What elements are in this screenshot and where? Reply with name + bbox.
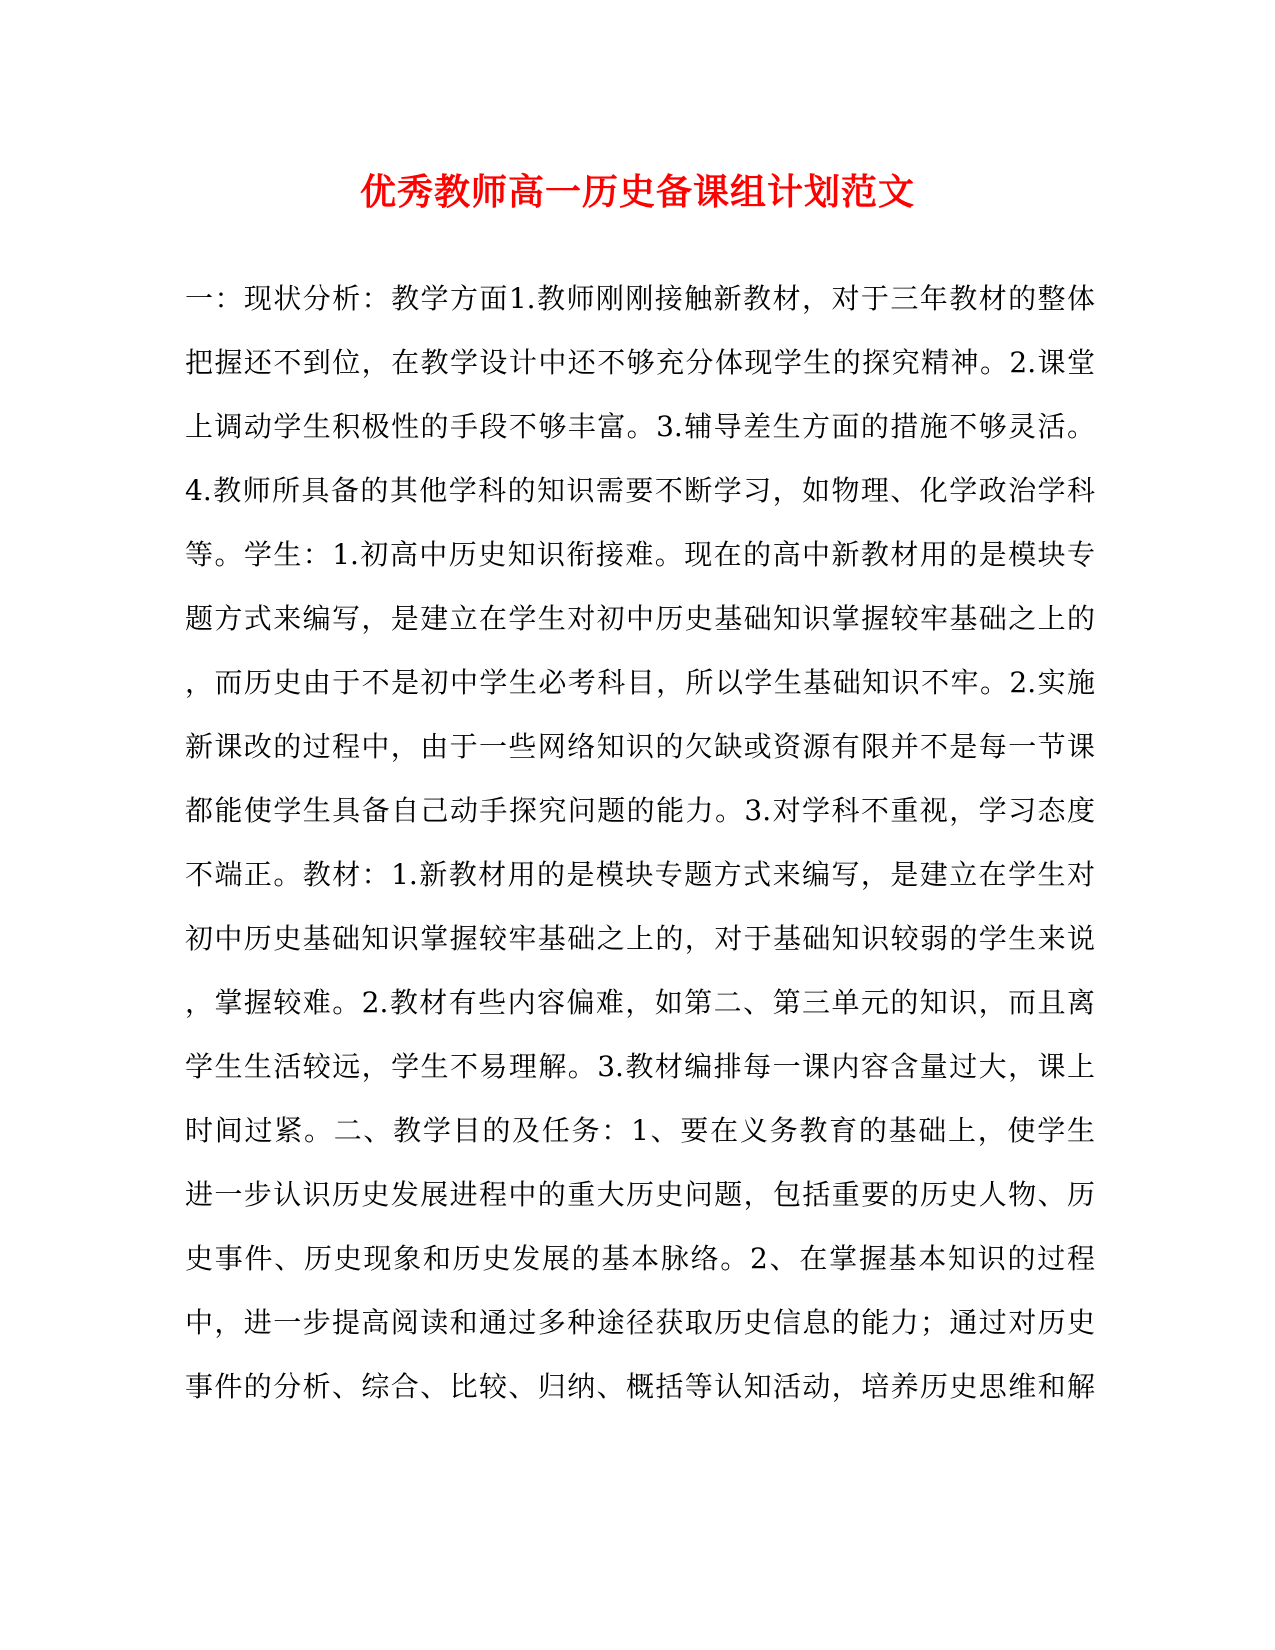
body-line: 中，进一步提高阅读和通过多种途径获取历史信息的能力；通过对历史 — [185, 1306, 1095, 1339]
body-line: 时间过紧。二、教学目的及任务：1、要在义务教育的基础上，使学生 — [185, 1114, 1095, 1147]
document-body — [185, 279, 1095, 1431]
body-line: 一：现状分析：教学方面1.教师刚刚接触新教材，对于三年教材的整体 — [185, 282, 1095, 315]
body-line: 上调动学生积极性的手段不够丰富。3.辅导差生方面的措施不够灵活。 — [185, 410, 1095, 443]
body-line: ，而历史由于不是初中学生必考科目，所以学生基础知识不牢。2.实施 — [185, 666, 1095, 699]
body-line: ，掌握较难。2.教材有些内容偏难，如第二、第三单元的知识，而且离 — [185, 986, 1095, 1019]
body-line: 史事件、历史现象和历史发展的基本脉络。2、在掌握基本知识的过程 — [185, 1242, 1095, 1275]
body-line: 把握还不到位，在教学设计中还不够充分体现学生的探究精神。2.课堂 — [185, 346, 1095, 379]
body-line: 4.教师所具备的其他学科的知识需要不断学习，如物理、化学政治学科 — [185, 474, 1095, 507]
body-line: 都能使学生具备自己动手探究问题的能力。3.对学科不重视，学习态度 — [185, 794, 1095, 827]
body-line: 新课改的过程中，由于一些网络知识的欠缺或资源有限并不是每一节课 — [185, 730, 1095, 763]
body-line: 不端正。教材：1.新教材用的是模块专题方式来编写，是建立在学生对 — [185, 858, 1095, 891]
body-line: 学生生活较远，学生不易理解。3.教材编排每一课内容含量过大，课上 — [185, 1050, 1095, 1083]
body-line: 题方式来编写，是建立在学生对初中历史基础知识掌握较牢基础之上的 — [185, 602, 1095, 635]
body-line: 初中历史基础知识掌握较牢基础之上的，对于基础知识较弱的学生来说 — [185, 922, 1095, 955]
body-line: 事件的分析、综合、比较、归纳、概括等认知活动，培养历史思维和解 — [185, 1370, 1095, 1403]
document-title: 优秀教师高一历史备课组计划范文 — [359, 171, 915, 213]
body-line: 等。学生：1.初高中历史知识衔接难。现在的高中新教材用的是模块专 — [185, 538, 1095, 571]
body-line: 进一步认识历史发展进程中的重大历史问题，包括重要的历史人物、历 — [185, 1178, 1095, 1211]
